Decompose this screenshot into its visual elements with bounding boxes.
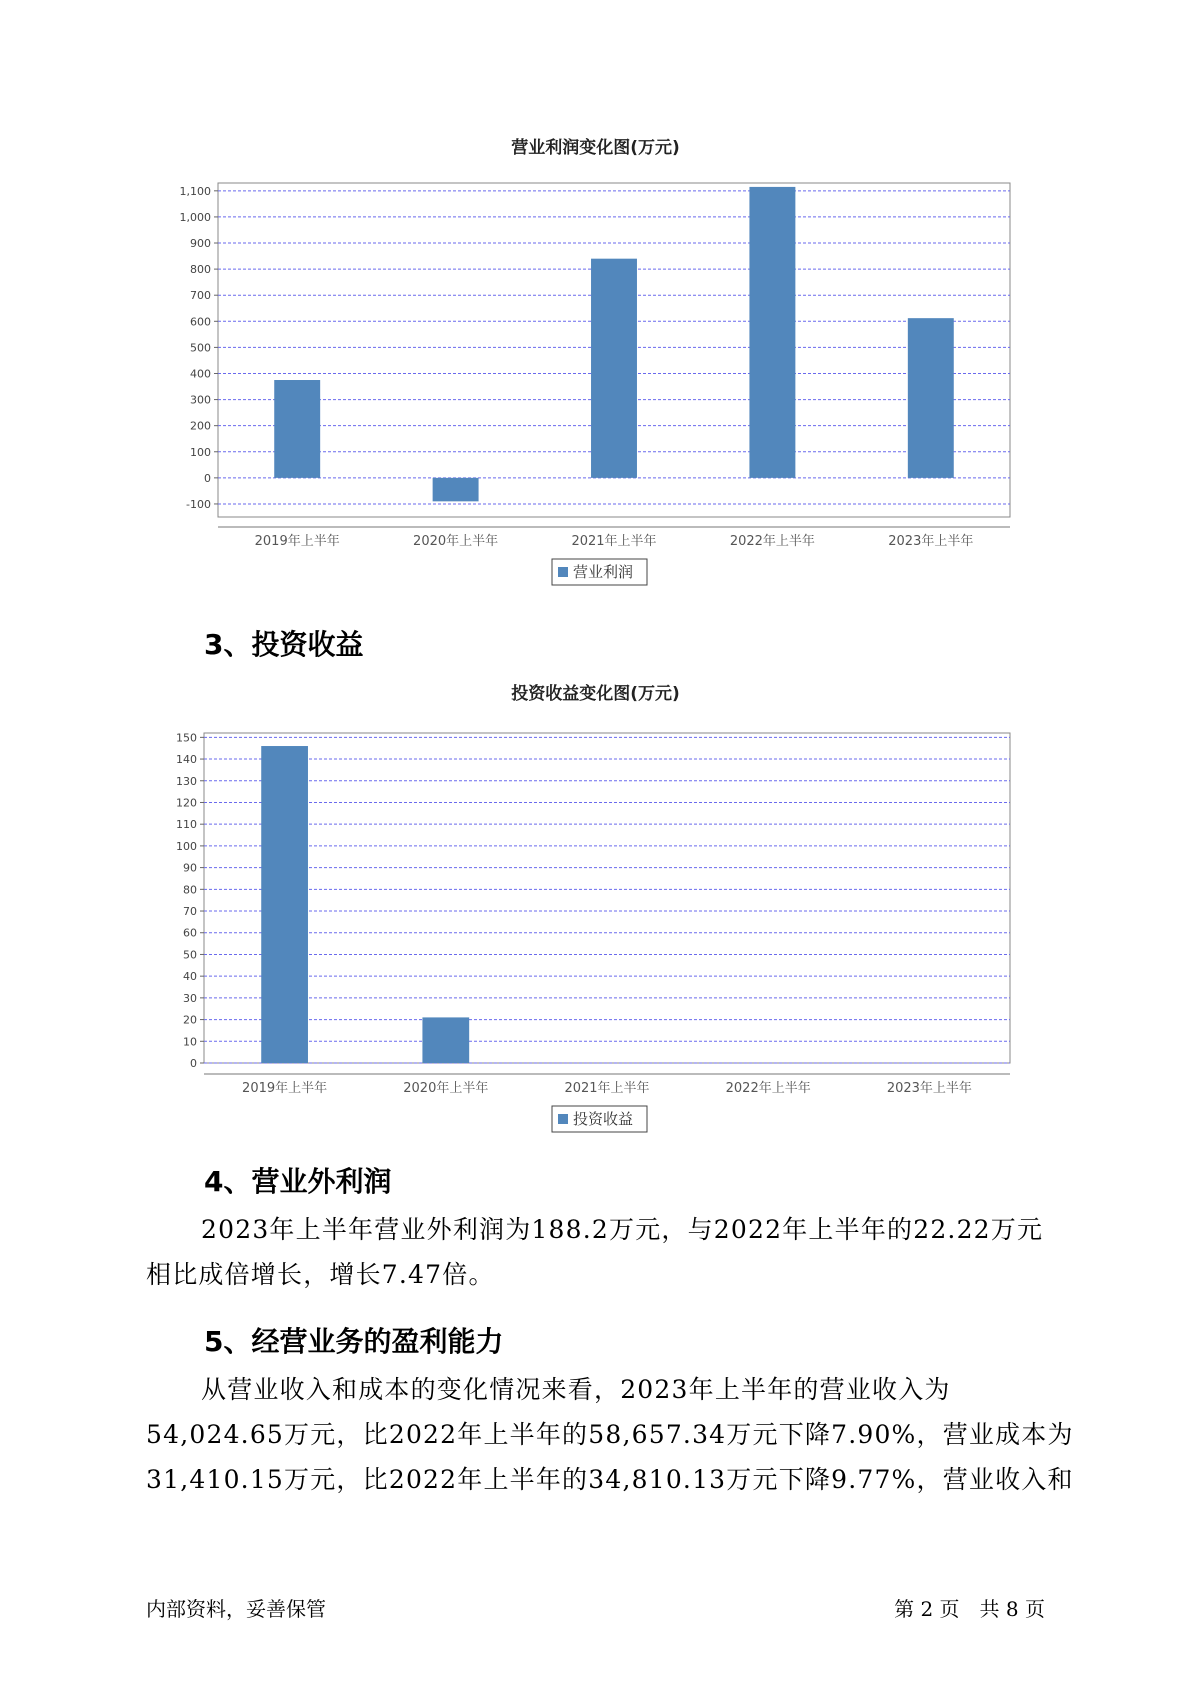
x-tick-label: 2019年上半年 (254, 534, 340, 549)
paragraph-profitability (146, 1367, 1074, 1502)
footer-confidential: 内部资料，妥善保管 (146, 1597, 326, 1621)
x-tick-label: 2022年上半年 (725, 1081, 811, 1096)
legend-label: 投资收益 (573, 1110, 634, 1128)
heading-non-operating-profit: 4、营业外利润 (204, 1165, 392, 1198)
x-tick-label: 2023年上半年 (886, 1081, 972, 1096)
x-tick-label: 2019年上半年 (242, 1081, 328, 1096)
legend-label: 营业利润 (573, 563, 634, 581)
heading-investment-income: 3、投资收益 (204, 628, 364, 661)
x-tick-label: 2021年上半年 (564, 1081, 650, 1096)
y-tick-label: 100 (176, 839, 197, 853)
y-tick-label: 900 (190, 237, 211, 251)
y-tick-label: 700 (190, 289, 211, 303)
chart-title-investment-income: 投资收益变化图(万元) (511, 684, 680, 704)
paragraph-non-operating-profit (146, 1207, 1056, 1297)
y-tick-label: 200 (190, 419, 211, 433)
y-tick-label: 60 (183, 926, 197, 940)
paragraph-line: 相比成倍增长，增长7.47倍。 (146, 1260, 495, 1289)
y-tick-label: 400 (190, 367, 211, 381)
chart-title-operating-profit: 营业利润变化图(万元) (511, 138, 680, 158)
y-tick-label: 600 (190, 315, 211, 329)
paragraph-line: 54,024.65万元，比2022年上半年的58,657.34万元下降7.90%，营业成本为 (146, 1420, 1074, 1449)
y-tick-label: 80 (183, 883, 197, 897)
legend (552, 1106, 647, 1132)
y-tick-label: 20 (183, 1013, 197, 1027)
x-tick-label: 2021年上半年 (571, 534, 657, 549)
paragraph-line: 从营业收入和成本的变化情况来看，2023年上半年的营业收入为 (201, 1375, 951, 1404)
y-tick-label: 70 (183, 905, 197, 919)
x-tick-label: 2022年上半年 (729, 534, 815, 549)
heading-profitability: 5、经营业务的盈利能力 (204, 1325, 504, 1358)
y-tick-label: 1,000 (179, 210, 211, 224)
y-tick-label: 100 (190, 445, 211, 459)
y-tick-label: 30 (183, 991, 197, 1005)
y-tick-label: 140 (176, 753, 197, 767)
y-tick-label: 0 (204, 471, 211, 485)
paragraph-line: 31,410.15万元，比2022年上半年的34,810.13万元下降9.77%，营业收入和 (146, 1465, 1074, 1494)
y-tick-label: 120 (176, 796, 197, 810)
y-tick-label: 110 (176, 818, 197, 832)
y-tick-label: -100 (186, 497, 211, 511)
y-tick-label: 300 (190, 393, 211, 407)
y-tick-label: 500 (190, 341, 211, 355)
y-tick-label: 40 (183, 970, 197, 984)
footer-page-number: 第 2 页 共 8 页 (894, 1597, 1045, 1621)
x-tick-label: 2023年上半年 (888, 534, 974, 549)
y-tick-label: 90 (183, 861, 197, 875)
bar (261, 746, 308, 1063)
y-tick-label: 800 (190, 263, 211, 277)
y-tick-label: 1,100 (179, 184, 211, 198)
y-tick-label: 130 (176, 774, 197, 788)
y-tick-label: 150 (176, 731, 197, 745)
y-tick-label: 50 (183, 948, 197, 962)
y-tick-label: 10 (183, 1035, 197, 1049)
x-tick-label: 2020年上半年 (403, 1081, 489, 1096)
paragraph-line: 2023年上半年营业外利润为188.2万元，与2022年上半年的22.22万元 (201, 1215, 1044, 1244)
plot-area (204, 733, 1010, 1063)
legend-swatch (558, 1114, 568, 1124)
y-tick-label: 0 (190, 1057, 197, 1070)
x-tick-label: 2020年上半年 (413, 534, 499, 549)
bar (422, 1017, 469, 1063)
